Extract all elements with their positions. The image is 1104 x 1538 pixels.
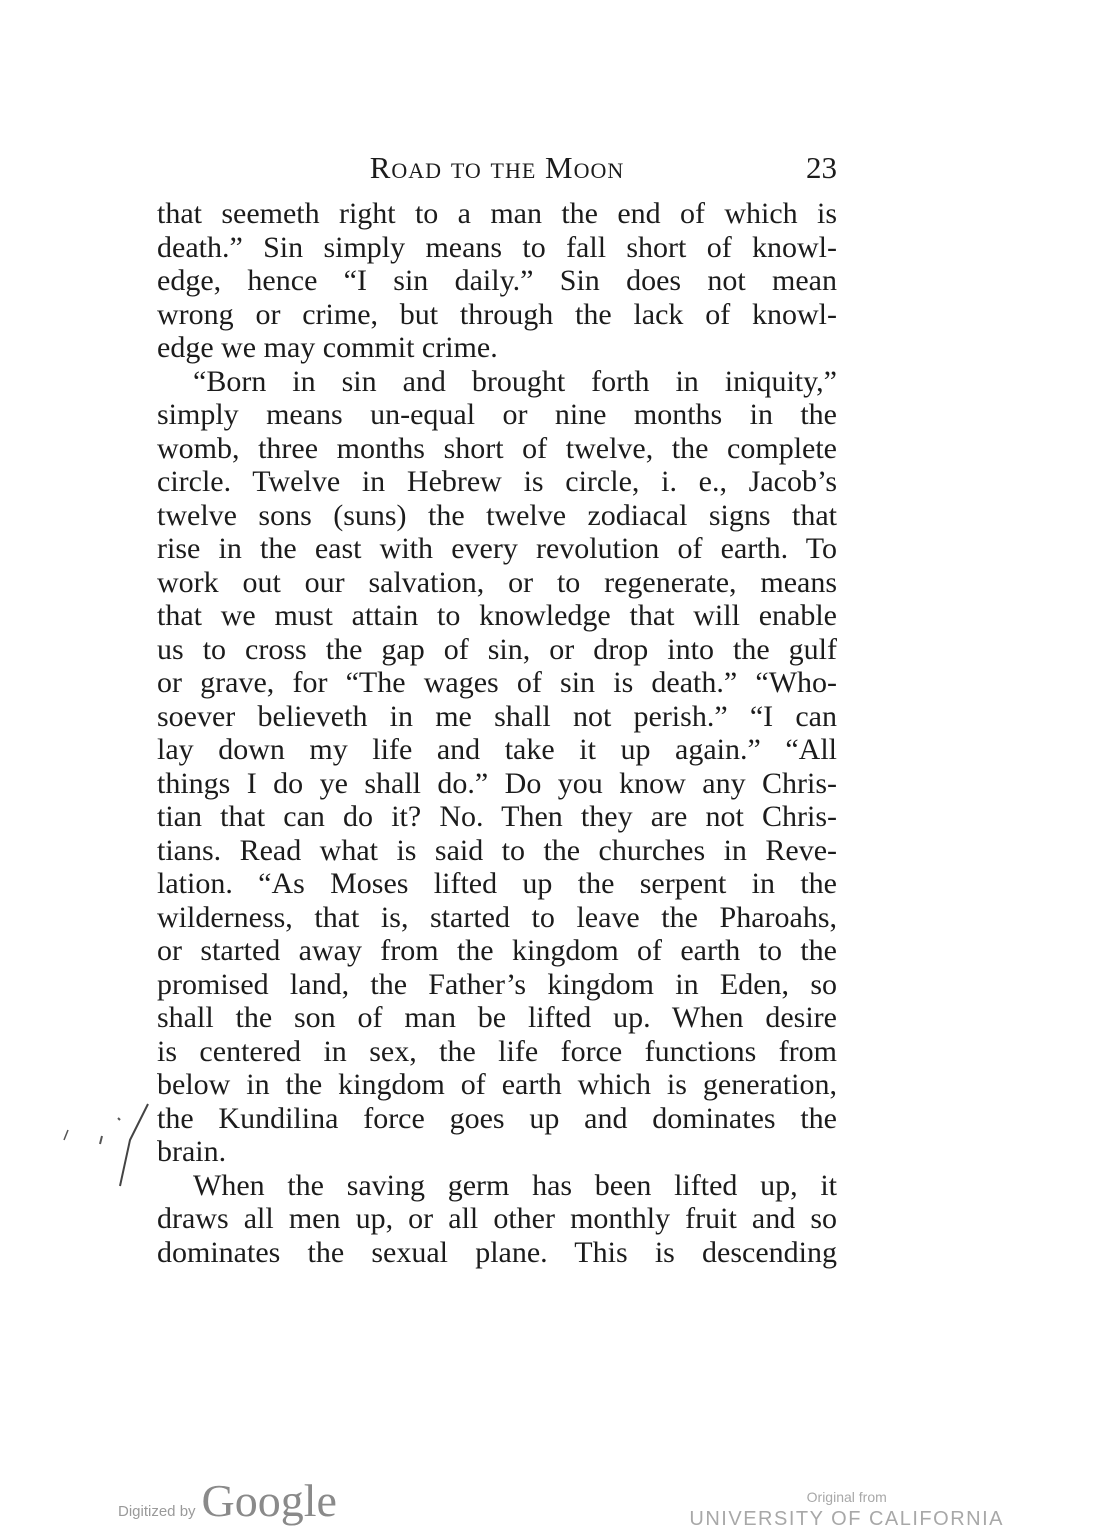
text-line: wilderness, that is, started to leave the Pharoahs,	[157, 900, 837, 934]
text-line: us to cross the gap of sin, or drop into the gulf	[157, 632, 837, 666]
paragraph-start: “Born in sin and brought forth in iniquity,”	[193, 364, 837, 398]
text-line: things I do ye shall do.” Do you know any Chris-	[157, 766, 837, 800]
text-line: or started away from the kingdom of earth to the	[157, 934, 837, 967]
text-line: tian that can do it? No. Then they are not Chris-	[157, 800, 837, 833]
text-line: womb, three months short of twelve, the complete	[157, 431, 837, 465]
page-number: 23	[806, 150, 837, 185]
text-line: that we must attain to knowledge that will enable	[157, 599, 837, 632]
text-line: is centered in sex, the life force functions from	[157, 1034, 837, 1068]
text-line: death.” Sin simply means to fall short of knowl-	[157, 230, 837, 264]
text-line: circle. Twelve in Hebrew is circle, i. e., Jacob’s	[157, 465, 837, 498]
text-line: lay down my life and take it up again.” “All	[157, 733, 837, 766]
text-line: the Kundilina force goes up and dominates the	[157, 1101, 837, 1135]
text-line: draws all men up, or all other monthly fruit and so	[157, 1202, 837, 1235]
google-logo: Google	[201, 1475, 337, 1526]
text-line: promised land, the Father’s kingdom in Eden, so	[157, 967, 837, 1001]
text-line: that seemeth right to a man the end of which is	[157, 197, 837, 230]
paragraph-start: When the saving germ has been lifted up, it	[193, 1168, 837, 1202]
text-line: dominates the sexual plane. This is descending	[157, 1235, 837, 1269]
text-line: or grave, for “The wages of sin is death.” “Who-	[157, 666, 837, 699]
text-line: wrong or crime, but through the lack of knowl-	[157, 297, 837, 331]
text-line: below in the kingdom of earth which is generation,	[157, 1068, 837, 1101]
institution-label: UNIVERSITY OF CALIFORNIA	[689, 1508, 1004, 1530]
digitized-by-google-watermark	[118, 1474, 337, 1534]
text-line: rise in the east with every revolution of earth. To	[157, 532, 837, 565]
digitized-by-label: Digitized by	[118, 1503, 196, 1520]
text-line: edge, hence “I sin daily.” Sin does not mean	[157, 264, 837, 297]
text-line: shall the son of man be lifted up. When desire	[157, 1001, 837, 1034]
text-line: edge we may commit crime.	[157, 331, 498, 364]
original-from-watermark	[689, 1488, 1004, 1532]
original-from-label: Original from	[806, 1489, 887, 1505]
running-title: Road to the Moon	[369, 150, 625, 185]
text-line: work out our salvation, or to regenerate, means	[157, 565, 837, 599]
text-line: soever believeth in me shall not perish.” “I can	[157, 699, 837, 733]
text-line: brain.	[157, 1135, 227, 1168]
body-text	[157, 197, 837, 1269]
text-line: twelve sons (suns) the twelve zodiacal signs that	[157, 498, 837, 532]
text-line: simply means un-equal or nine months in the	[157, 398, 837, 431]
text-line: tians. Read what is said to the churches in Reve-	[157, 833, 837, 867]
running-head	[157, 148, 837, 188]
handwritten-margin-mark	[60, 1100, 150, 1190]
text-line: lation. “As Moses lifted up the serpent in the	[157, 867, 837, 900]
